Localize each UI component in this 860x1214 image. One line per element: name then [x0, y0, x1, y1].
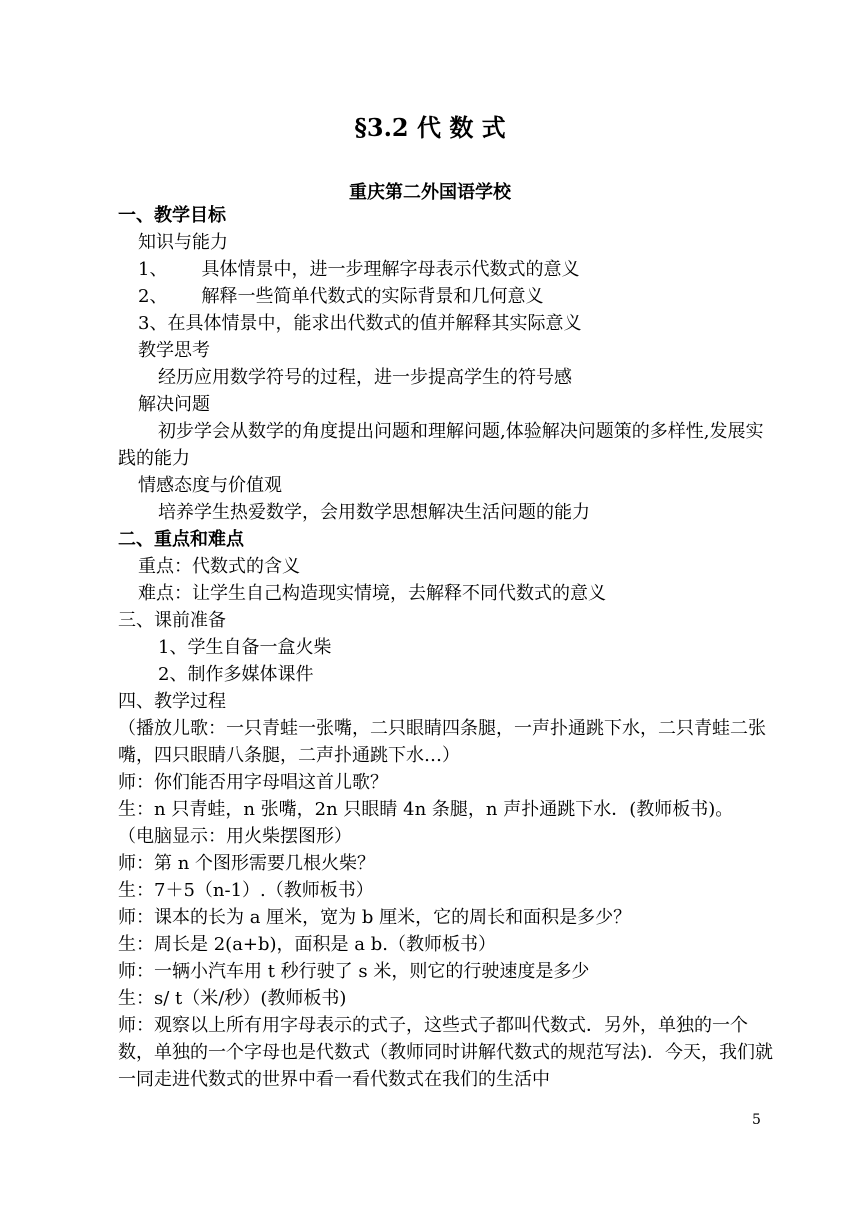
subheading-knowledge: 知识与能力 — [138, 232, 228, 253]
thinking-text: 经历应用数学符号的过程，进一步提高学生的符号感 — [158, 367, 572, 388]
section-heading-preparation: 三、课前准备 — [118, 610, 226, 631]
objective-number: 1、 — [138, 259, 168, 280]
subheading-solving: 解决问题 — [138, 394, 210, 415]
preparation-item-1: 1、学生自备一盒火柴 — [158, 637, 332, 658]
song-paragraph: （播放儿歌：一只青蛙一张嘴，二只眼睛四条腿，一声扑通跳下水，二只青蛙二张嘴，四只眼睛八条腿，二声扑通跳下水…） — [118, 718, 766, 766]
student-line-2: 生：7＋5（n-1）.（教师板书） — [118, 880, 374, 901]
section-heading-keypoints: 二、重点和难点 — [118, 529, 244, 550]
attitude-text: 培养学生热爱数学，会用数学思想解决生活问题的能力 — [158, 502, 590, 523]
teacher-line-3: 师：课本的长为 a 厘米，宽为 b 厘米，它的周长和面积是多少？ — [118, 907, 632, 928]
preparation-item-2: 2、制作多媒体课件 — [158, 664, 314, 685]
solving-text: 初步学会从数学的角度提出问题和理解问题,体验解决问题策的多样性,发展实践的能力 — [118, 421, 764, 469]
document-body — [118, 202, 778, 1093]
objective-number: 2、 — [138, 286, 168, 307]
school-name: 重庆第二外国语学校 — [349, 182, 511, 203]
section-heading-objectives: 一、教学目标 — [118, 205, 226, 226]
page-title: §3.2 代 数 式 — [354, 113, 506, 142]
teacher-line-2: 师：第 n 个图形需要几根火柴？ — [118, 853, 376, 874]
subheading-attitude: 情感态度与价值观 — [138, 475, 282, 496]
teacher-line-4: 师：一辆小汽车用 t 秒行驶了 s 米，则它的行驶速度是多少 — [118, 961, 590, 982]
teacher-line-1: 师：你们能否用字母唱这首儿歌？ — [118, 772, 388, 793]
objective-text: 解释一些简单代数式的实际背景和几何意义 — [201, 286, 544, 307]
objective-item-3: 3、在具体情景中，能求出代数式的值并解释其实际意义 — [138, 313, 582, 334]
screen-note: （电脑显示：用火柴摆图形） — [118, 826, 352, 847]
page-number: 5 — [752, 1112, 761, 1128]
objective-item-1 — [118, 256, 778, 283]
subheading-thinking: 教学思考 — [138, 340, 210, 361]
student-line-3: 生：周长是 2(a+b)，面积是 a b.（教师板书） — [118, 934, 496, 955]
difficult-point: 难点：让学生自己构造现实情境，去解释不同代数式的意义 — [138, 583, 606, 604]
key-point: 重点：代数式的含义 — [138, 556, 300, 577]
student-line-4: 生：s/ t（米/秒）(教师板书) — [118, 988, 347, 1009]
teacher-line-5: 师：观察以上所有用字母表示的式子，这些式子都叫代数式．另外，单独的一个数，单独的一个字母也是代数式（教师同时讲解代数式的规范写法)．今天，我们就一同走进代数式的世界中看一看代数式在我们的生活中 — [118, 1015, 774, 1090]
objective-text: 具体情景中，进一步理解字母表示代数式的意义 — [201, 259, 580, 280]
objective-item-2 — [118, 283, 778, 310]
section-heading-process: 四、教学过程 — [118, 691, 226, 712]
student-line-1: 生：n 只青蛙，n 张嘴，2n 只眼睛 4n 条腿，n 声扑通跳下水．(教师板书)。 — [118, 799, 734, 820]
